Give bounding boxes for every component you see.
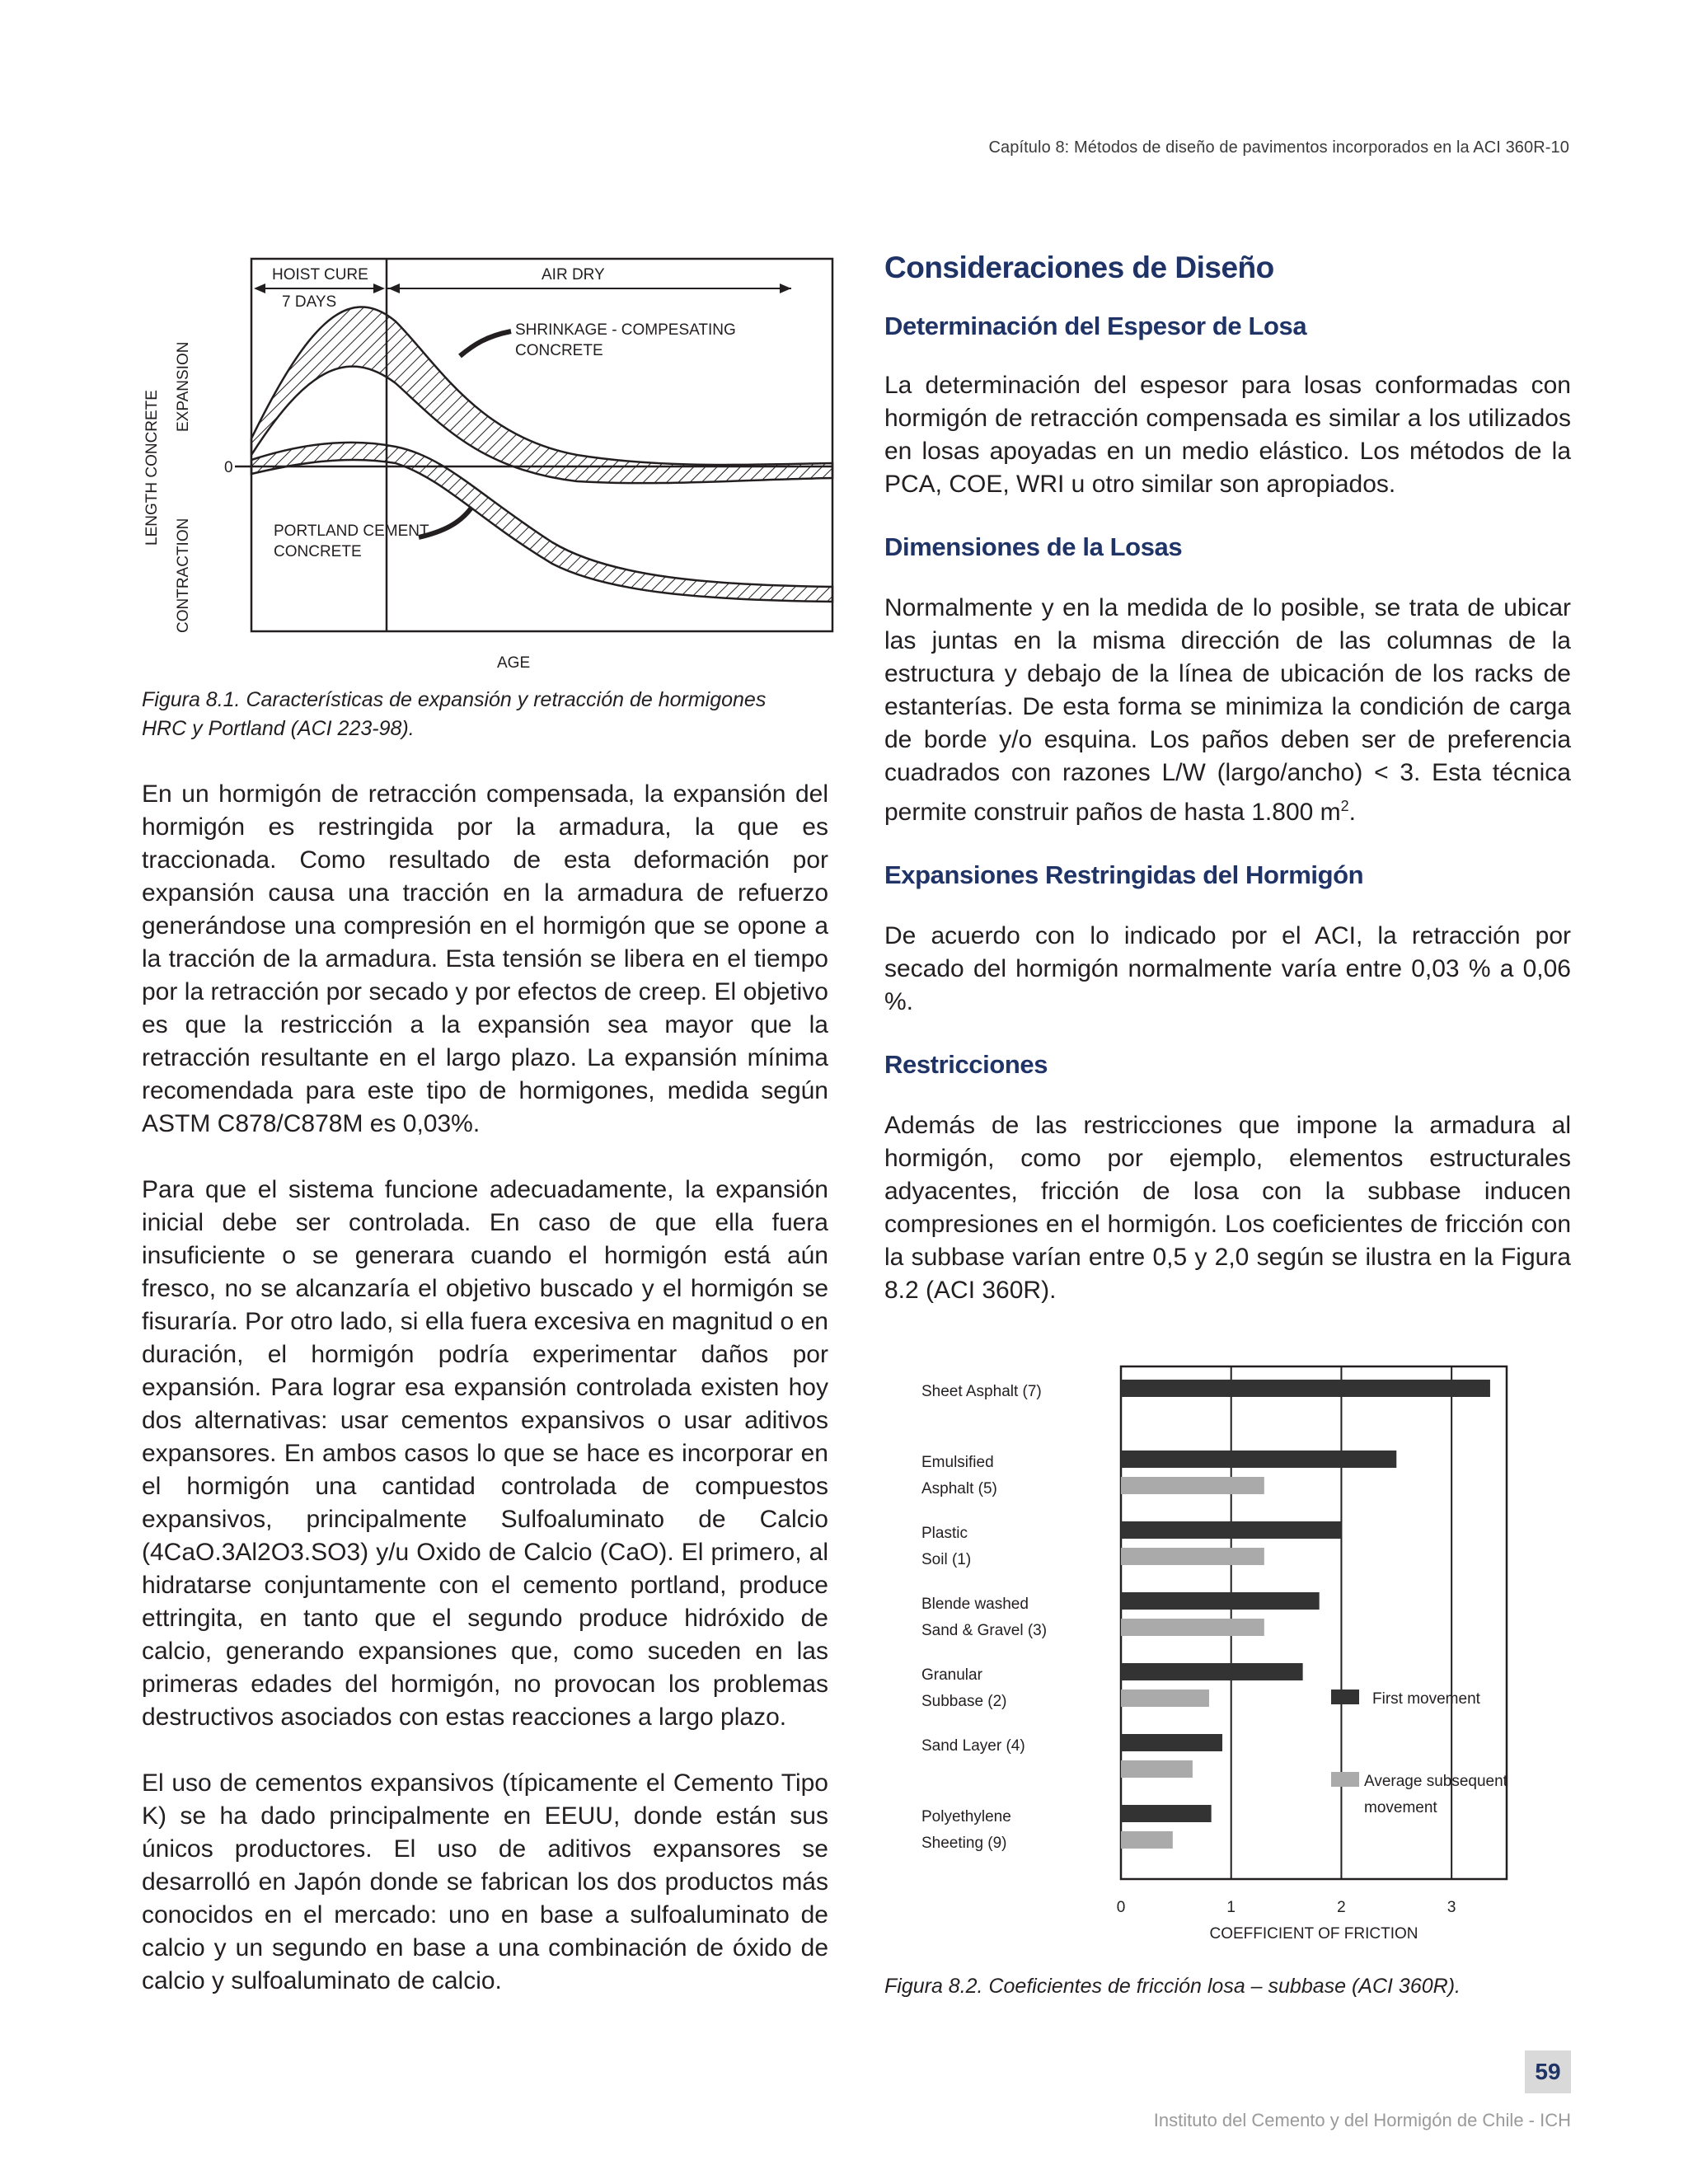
label-hoist-cure: HOIST CURE <box>272 266 368 284</box>
legend-swatch <box>1331 1690 1359 1704</box>
category-label: Sand Layer (4) <box>921 1737 1025 1755</box>
label-portland-line2: CONCRETE <box>274 543 362 560</box>
legend-label: movement <box>1364 1799 1437 1816</box>
x-tick-label: 3 <box>1447 1899 1456 1916</box>
left-paragraph-3: El uso de cementos expansivos (típicamente el Cemento Tipo K) se ha dado principalmente en EEUU, donde están sus únicos productores. El uso de aditivos expansores se desarrolló en Japón donde se fabrican los dos productos más conocidos en el mercado: uno en base a sulfoaluminato de calcio y un segundo en base a una combinación de óxido de calcio y sulfoaluminato de calcio. <box>142 1769 828 1994</box>
bar-first-movement <box>1121 1380 1490 1397</box>
bar-average-subsequent <box>1121 1477 1264 1494</box>
label-portland-line1: PORTLAND CEMENT <box>274 523 429 540</box>
bar-average-subsequent <box>1121 1831 1173 1849</box>
category-label: Granular <box>921 1666 982 1684</box>
figure1-caption-line1: Figura 8.1. Características de expansión y retracción de hormigones <box>142 688 767 711</box>
category-label: Subbase (2) <box>921 1693 1007 1710</box>
category-label: Blende washed <box>921 1596 1029 1613</box>
left-paragraph-1: En un hormigón de retracción compensada, la expansión del hormigón es restringida por la armadura, la que es traccionada. Como resultado de esta deformación por expansión causa una tracción en la armadura de refuerzo generándose una compresión en el hormigón que se opone a la tracción de la armadura. Esta tensión se libera en el tiempo por la retracción por secado y por efectos de creep. El objetivo es que la restricción a la expansión sea mayor que la retracción resultante en el largo plazo. La expansión mínima recomendada para este tipo de hormigones, medida según ASTM C878/C878M es 0,03%. <box>142 780 828 1137</box>
right-column <box>884 247 1571 1307</box>
bar-average-subsequent <box>1121 1619 1264 1636</box>
category-label: Plastic <box>921 1525 968 1542</box>
legend-label: First movement <box>1372 1690 1480 1708</box>
left-paragraph-2: Para que el sistema funcione adecuadamente, la expansión inicial debe ser controlada. En caso de que ella fuera insuficiente o se generara cuando el hormigón está aún fresco, no se alcanzaría el objetivo buscado y el hormigón se fisuraría. Por otro lado, si ella fuera excesiva en magnitud o en duración, el hormigón podría experimentar daños por expansión. Para lograr esa expansión controlada existen hoy dos alternativas: usar cementos expansivos o usar aditivos expansores. En ambos casos lo que se hace es incorporar en el hormigón una cantidad controlada de compuestos expansivos, principalmente Sulfoaluminato de Calcio (4CaO.3Al2O3.SO3) y/u Oxido de Calcio (CaO). El primero, al hidratarse conjuntamente con el cemento portland, produce ettringita, en tanto que el segundo produce hidróxido de calcio, generando expansiones que, como suceden en las primeras edades del hormigón, no provocan los problemas destructivos asociados con estas reacciones a largo plazo. <box>142 1176 828 1731</box>
x-tick-label: 0 <box>1116 1899 1126 1916</box>
friction-coefficient-chart <box>907 1360 1533 1961</box>
heading-espesor: Determinación del Espesor de Losa <box>884 312 1307 340</box>
heading-consideraciones: Consideraciones de Diseño <box>884 251 1274 284</box>
figure2-caption: Figura 8.2. Coeficientes de fricción losa – subbase (ACI 360R). <box>884 1975 1461 1998</box>
bar-first-movement <box>1121 1451 1396 1468</box>
category-label: Asphalt (5) <box>921 1480 997 1497</box>
page-number: 59 <box>1525 2050 1571 2093</box>
paragraph-expansiones: De acuerdo con lo indicado por el ACI, la retracción por secado del hormigón normalmente varía entre 0,03 % a 0,06 %. <box>884 922 1571 1015</box>
footer: Instituto del Cemento y del Hormigón de Chile - ICH <box>1153 2110 1571 2130</box>
heading-expansiones: Expansiones Restringidas del Hormigón <box>884 860 1364 889</box>
axis-contraction: CONTRACTION <box>175 518 192 633</box>
paragraph-espesor: La determinación del espesor para losas conformadas con hormigón de retracción compensada es similar a los utilizados en losas apoyadas en un medio elástico. Los métodos de la PCA, COE, WRI u otro similar son apropiados. <box>884 372 1571 498</box>
figure-expansion-chart <box>132 247 849 684</box>
bar-first-movement <box>1121 1663 1303 1680</box>
heading-dimensiones: Dimensiones de la Losas <box>884 532 1183 561</box>
axis-expansion: EXPANSION <box>175 341 192 432</box>
category-label: Polyethylene <box>921 1808 1011 1825</box>
bar-average-subsequent <box>1121 1760 1193 1778</box>
axis-length-concrete: LENGTH CONCRETE <box>143 390 161 546</box>
label-7-days: 7 DAYS <box>282 293 337 311</box>
bar-average-subsequent <box>1121 1690 1209 1707</box>
figure1-caption <box>142 686 828 743</box>
category-label: Sheeting (9) <box>921 1835 1007 1852</box>
bar-first-movement <box>1121 1521 1341 1539</box>
figure1-caption-line2: HRC y Portland (ACI 223-98). <box>142 717 415 740</box>
label-shrinkage-line1: SHRINKAGE - COMPESATING <box>515 321 736 339</box>
category-label: Soil (1) <box>921 1551 972 1568</box>
category-label: Sand & Gravel (3) <box>921 1622 1048 1639</box>
legend-swatch <box>1331 1772 1359 1787</box>
bar-first-movement <box>1121 1734 1222 1751</box>
bar-first-movement <box>1121 1592 1320 1610</box>
paragraph-dimensiones: Normalmente y en la medida de lo posible, se trata de ubicar las juntas en la misma dirección de las columnas de la estructura y debajo de la línea de ubicación de los racks de estanterías. De esta forma se minimiza la condición de carga de borde y/o esquina. Los paños deben ser de preferencia cuadrados con razones L/W (largo/ancho) < 3. Esta técnica permite construir paños de hasta 1.800 $m^2$. <box>884 594 1571 826</box>
label-shrinkage-line2: CONCRETE <box>515 342 603 359</box>
axis-zero: 0 <box>224 459 233 476</box>
axis-age: AGE <box>497 654 531 672</box>
paragraph-restricciones: Además de las restricciones que impone la armadura al hormigón, como por ejemplo, elementos estructurales adyacentes, fricción de losa con la subbase inducen compresiones en el hormigón. Los coeficientes de fricción con la subbase varían entre 0,5 y 2,0 según se ilustra en la Figura 8.2 (ACI 360R). <box>884 1112 1571 1304</box>
heading-restricciones: Restricciones <box>884 1050 1048 1079</box>
bar-average-subsequent <box>1121 1548 1264 1565</box>
x-tick-label: 2 <box>1337 1899 1346 1916</box>
x-axis-label: COEFFICIENT OF FRICTION <box>1209 1925 1418 1943</box>
category-label: Sheet Asphalt (7) <box>921 1383 1042 1400</box>
running-header: Capítulo 8: Métodos de diseño de pavimentos incorporados en la ACI 360R-10 <box>988 138 1569 157</box>
legend-label: Average subsequent <box>1364 1773 1507 1790</box>
label-air-dry: AIR DRY <box>542 266 605 284</box>
bar-first-movement <box>1121 1805 1212 1822</box>
x-tick-label: 1 <box>1226 1899 1236 1916</box>
category-label: Emulsified <box>921 1454 994 1471</box>
